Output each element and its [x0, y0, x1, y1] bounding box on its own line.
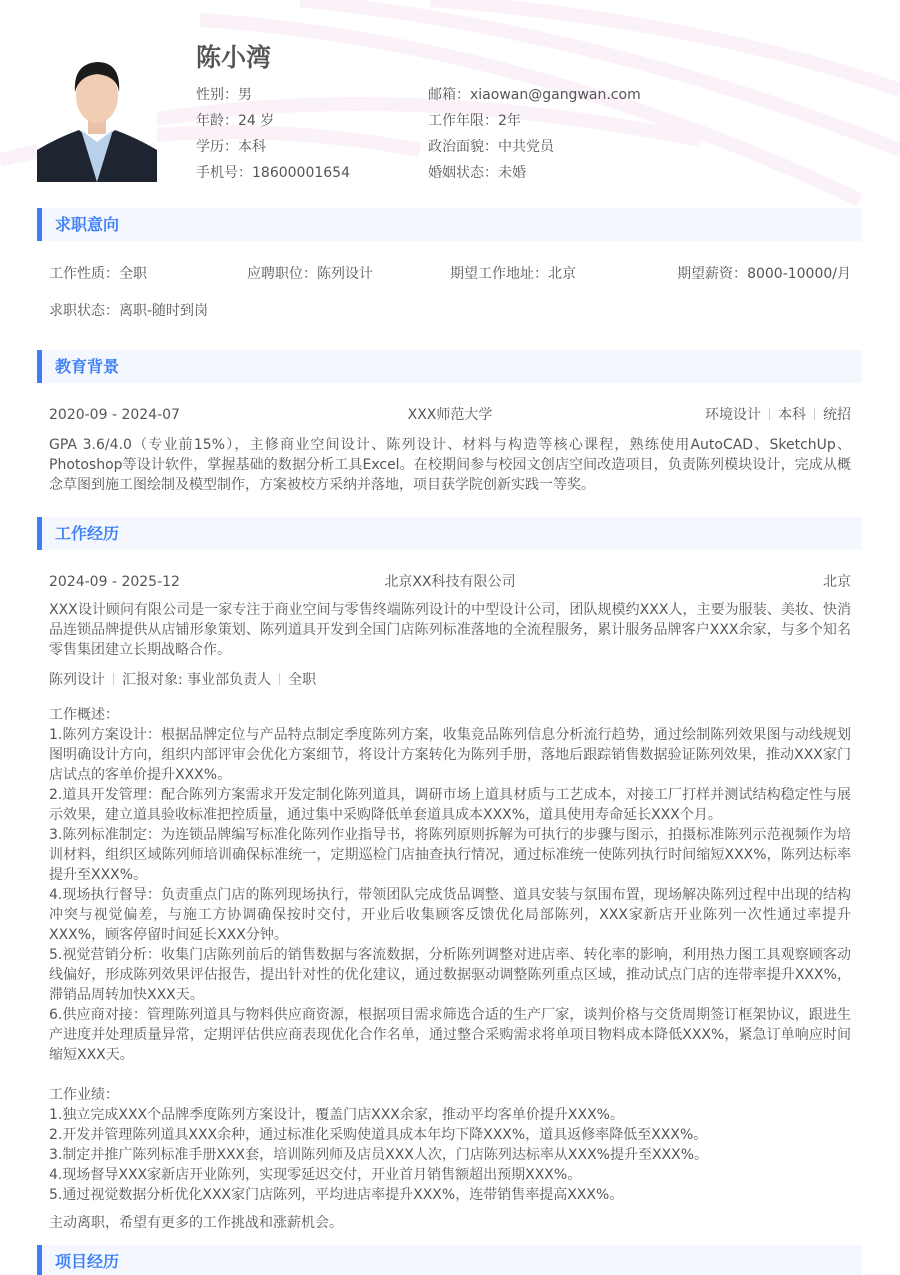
company-name: 北京XX科技有限公司	[384, 574, 516, 590]
info-label: 年龄：	[196, 113, 238, 129]
role-tag: 陈列设计	[49, 672, 105, 688]
education-date: 2020-09 - 2024-07	[49, 407, 180, 423]
achievement-item: 3.制定并推广陈列标准手册XXX套，培训陈列师及店员XXX人次，门店陈列达标率从XXX%提升至XXX%。	[49, 1147, 709, 1163]
info-label: 性别：	[196, 87, 238, 103]
section-title: 教育背景	[55, 357, 120, 376]
political-status-value: 中共党员	[498, 139, 554, 155]
achievement-item: 5.通过视觉数据分析优化XXX家门店陈列，平均进店率提升XXX%，连带销售率提高XXX%。	[49, 1187, 624, 1203]
location-value: 北京	[548, 266, 576, 282]
leave-reason: 主动离职，希望有更多的工作挑战和涨薪机会。	[49, 1215, 343, 1231]
intent-label: 求职状态：	[49, 303, 119, 319]
section-title: 项目经历	[55, 1252, 120, 1271]
overview-item: 6.供应商对接：管理陈列道具与物料供应商资源，根据项目需求筛选合适的生产厂家，谈判价格与交货周期签订框架协议，跟进生产进度并处理质量异常，定期评估供应商表现优化合作名单，通过整合采购需求将单项目物料成本降低XXX%，紧急订单响应时间缩短XXX天。	[49, 1007, 851, 1063]
info-label: 邮箱：	[428, 87, 470, 103]
age-value: 24 岁	[238, 113, 275, 129]
job-status-row	[49, 300, 851, 337]
phone-value: 18600001654	[252, 165, 350, 181]
section-header-project	[37, 1245, 862, 1275]
intent-label: 应聘职位：	[247, 266, 317, 282]
gender-value: 男	[238, 87, 252, 103]
education-description: GPA 3.6/4.0（专业前15%），主修商业空间设计、陈列设计、材料与构造等核心课程，熟练使用AutoCAD、SketchUp、Photoshop等设计软件，掌握基础的数据分析工具Excel。在校期间参与校园文创店空间改造项目，负责陈列模块设计，完成从概念草图到施工图绘制及模型制作，方案被校方采纳并落地，项目获学院创新实践一等奖。	[49, 437, 851, 493]
position-value: 陈列设计	[317, 266, 373, 282]
company-intro: XXX设计顾问有限公司是一家专注于商业空间与零售终端陈列设计的中型设计公司，团队规模约XXX人，主要为服装、美妆、快消品连锁品牌提供从店铺形象策划、陈列道具开发到全国门店陈列标准落地的全流程服务，累计服务品牌客户XXX余家，与多个知名零售集团建立长期战略合作。	[49, 602, 851, 658]
section-header-work	[37, 517, 862, 550]
overview-item: 4.现场执行督导：负责重点门店的陈列现场执行，带领团队完成货品调整、道具安装与氛围布置，现场解决陈列过程中出现的结构冲突与视觉偏差，与施工方协调确保按时交付，开业后收集顾客反馈优化局部陈列，XXX家新店开业陈列一次性通过率提升XXX%，顾客停留时间延长XXX分钟。	[49, 887, 851, 943]
work-years-value: 2年	[498, 113, 521, 129]
section-header-intent	[37, 208, 862, 241]
major-tag: 环境设计	[705, 407, 761, 423]
intent-label: 工作性质：	[49, 266, 119, 282]
achievement-item: 2.开发并管理陈列道具XXX余种，通过标准化采购使道具成本年均下降XXX%，道具返修率降低至XXX%。	[49, 1127, 708, 1143]
education-header	[49, 404, 851, 426]
job-intent-row	[49, 263, 851, 300]
section-title: 工作经历	[55, 524, 120, 543]
school-name: XXX师范大学	[407, 407, 493, 423]
work-date: 2024-09 - 2025-12	[49, 574, 180, 590]
marital-status-value: 未婚	[498, 165, 526, 181]
job-status-value: 离职-随时到岗	[119, 303, 209, 319]
candidate-name: 陈小湾	[196, 43, 272, 72]
job-type-tag: 全职	[288, 672, 317, 688]
info-label: 政治面貌：	[428, 139, 498, 155]
info-label: 婚姻状态：	[428, 165, 498, 181]
achievement-item: 4.现场督导XXX家新店开业陈列，实现零延迟交付，开业首月销售额超出预期XXX%。	[49, 1167, 582, 1183]
achievement-item: 1.独立完成XXX个品牌季度陈列方案设计，覆盖门店XXX余家，推动平均客单价提升XXX%。	[49, 1107, 624, 1123]
info-label: 手机号：	[196, 165, 252, 181]
info-label: 工作年限：	[428, 113, 498, 129]
overview-label: 工作概述：	[49, 707, 119, 723]
section-title: 求职意向	[55, 215, 120, 234]
achievements-label: 工作业绩：	[49, 1087, 119, 1103]
overview-item: 1.陈列方案设计：根据品牌定位与产品特点制定季度陈列方案，收集竞品陈列信息分析流行趋势，通过绘制陈列效果图与动线规划图明确设计方向，组织内部评审会优化方案细节，将设计方案转化为陈列手册，落地后跟踪销售数据验证陈列效果，推动XXX家门店试点的客单价提升XXX%。	[49, 727, 851, 783]
intent-label: 期望工作地址：	[450, 266, 548, 282]
degree-tag: 本科	[778, 407, 806, 423]
job-type-value: 全职	[119, 266, 147, 282]
email-value: xiaowan@gangwan.com	[470, 87, 641, 103]
education-tags	[705, 404, 851, 426]
overview-item: 5.视觉营销分析：收集门店陈列前后的销售数据与客流数据，分析陈列调整对进店率、转化率的影响，利用热力图工具观察顾客动线偏好，形成陈列效果评估报告，提出针对性的优化建议，通过数据驱动调整陈列重点区域，推动试点门店的连带率提升XXX%，滞销品周转加快XXX天。	[49, 947, 851, 1003]
work-city: 北京	[823, 574, 851, 590]
intent-label: 期望薪资：	[677, 266, 748, 282]
enrollment-tag: 统招	[823, 407, 851, 423]
overview-item: 3.陈列标准制定：为连锁品牌编写标准化陈列作业指导书，将陈列原则拆解为可执行的步骤与图示，拍摄标准陈列示范视频作为培训材料，组织区域陈列师培训确保标准统一，定期巡检门店抽查执行情况，通过标准统一使陈列执行时间缩短XXX%，陈列达标率提升至XXX%。	[49, 827, 851, 883]
work-header	[49, 571, 851, 593]
work-details	[49, 705, 851, 1205]
report-to-tag: 汇报对象: 事业部负责人	[122, 672, 272, 688]
education-value: 本科	[238, 139, 266, 155]
info-label: 学历：	[196, 139, 238, 155]
work-tags	[49, 670, 851, 690]
salary-value: 8000-10000/月	[747, 266, 851, 282]
overview-item: 2.道具开发管理：配合陈列方案需求开发定制化陈列道具，调研市场上道具材质与工艺成本，对接工厂打样并测试结构稳定性与展示效果，建立道具验收标准把控质量，通过集中采购降低单套道具成本XXX%，道具使用寿命延长XXX个月。	[49, 787, 851, 823]
section-header-education	[37, 350, 862, 383]
